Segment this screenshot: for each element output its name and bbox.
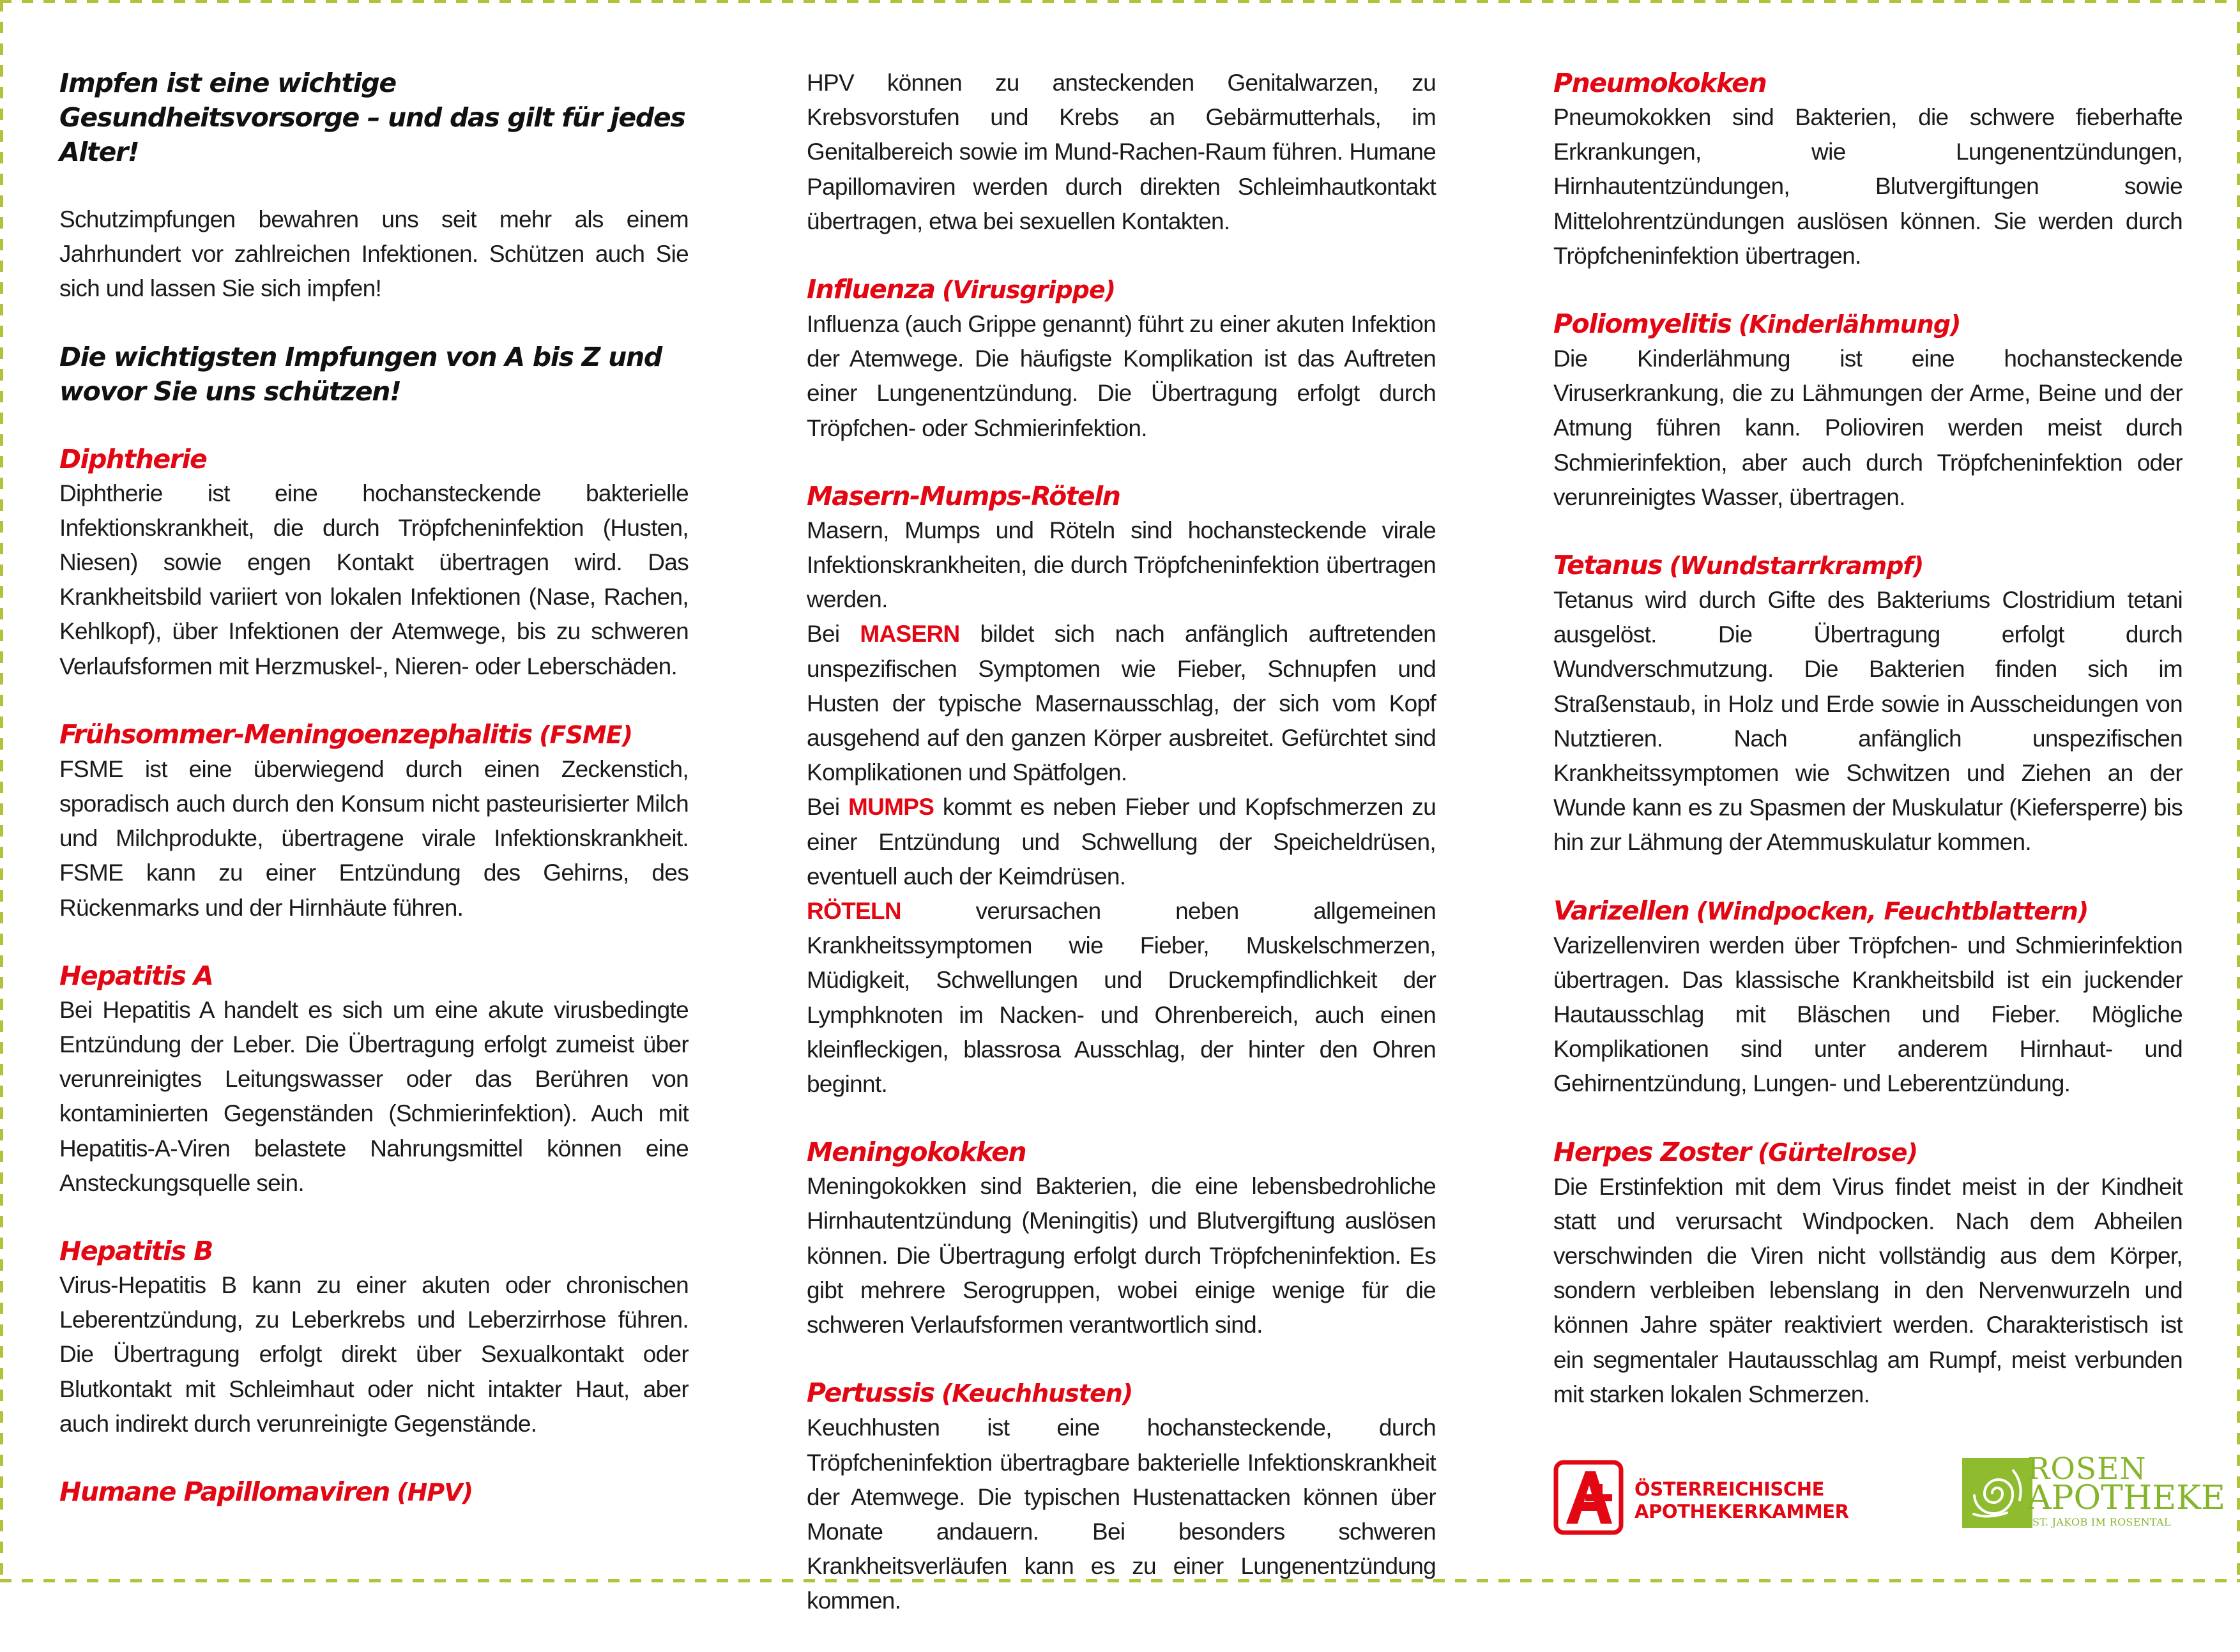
section-varizellen	[1553, 893, 2183, 1102]
section-title	[1553, 548, 2183, 583]
mumps-text: kommt es neben Fieber und Kopfschmerzen zu einer Entzündung und Schwellung der Speicheldrüsen, eventuell auch der Keimdrüsen.	[807, 794, 1436, 890]
section-name: Tetanus	[1553, 550, 1663, 581]
section-hpv	[59, 1474, 689, 1510]
masern-text: bildet sich nach anfänglich auftretenden unspezifischen Symptomen wie Fieber, Schnupfen und Husten der typische Masernausschlag, der sich vom Kopf ausgehend auf den ganzen Körper ausbreitet. Gefürchtet sind Komplikationen und Spätfolgen.	[807, 621, 1436, 786]
section-name: Pneumokokken	[1553, 68, 1767, 98]
section-name: Meningokokken	[807, 1137, 1026, 1168]
apothekerkammer-text	[1634, 1478, 1849, 1523]
section-text: Keuchhusten ist eine hochansteckende, durch Tröpfcheninfektion übertragbare bakterielle Infektionskrankheit der Atemwege. Die typischen Hustenattacken können über Monate andauern. Bei besonders schweren Krankheitsverläufen kann es zu einer Lungenentzündung kommen.	[807, 1414, 1436, 1614]
section-subtitle: (Virusgrippe)	[941, 276, 1116, 305]
section-name: Varizellen	[1553, 895, 1689, 926]
section-fsme	[59, 717, 689, 925]
section-name: Frühsommer-Meningoenzephalitis	[59, 718, 532, 750]
section-title	[1553, 893, 2183, 928]
section-text: Die Erstinfektion mit dem Virus findet meist in der Kindheit statt und verursacht Windpocken. Nach dem Abheilen verschwinden die Viren nicht vollständig aus dem Körper, sondern verbleiben lebenslang in den Nervenwurzeln und können Jahre später reaktiviert werden. Charakteristisch ist ein segmentaler Hautausschlag am Rumpf, meist verbunden mit starken lokalen Schmerzen.	[1553, 1173, 2183, 1407]
section-meningokokken	[807, 1135, 1436, 1342]
section-text: Diphtherie ist eine hochansteckende bakterielle Infektionskrankheit, die durch Tröpfcheninfektion (Husten, Niesen) sowie engen Kontakt übertragen wird. Das Krankheitsbild variiert von lokalen Infektionen (Nase, Rachen, Kehlkopf), über Infektionen der Atemwege, bis zu schweren Verlaufsformen mit Herzmuskel-, Nieren- oder Leberschäden.	[59, 480, 689, 679]
section-text: Bei Hepatitis A handelt es sich um eine akute virusbedingte Entzündung der Leber. Die Übertragung erfolgt zumeist über verunreinigtes Leitungswasser oder das Berühren von kontaminierten Gegenständen (Schmierinfektion). Auch mit Hepatitis-A-Viren belastete Nahrungsmittel können eine Ansteckungsquelle sein.	[59, 996, 689, 1196]
section-herpes-zoster	[1553, 1135, 2183, 1412]
apotheke-a-icon	[1553, 1460, 1624, 1535]
section-hpv-continued	[807, 66, 1436, 239]
section-subtitle: (Windpocken, Feuchtblattern)	[1696, 897, 2089, 925]
section-title	[1553, 1135, 2183, 1170]
intro-text: Schutzimpfungen bewahren uns seit mehr als einem Jahrhundert vor zahlreichen Infektionen. Schützen auch Sie sich und lassen Sie sich impfen!	[59, 206, 689, 302]
mumps-keyword: MUMPS	[848, 794, 934, 821]
section-subtitle: (HPV)	[397, 1478, 473, 1507]
section-name: Humane Papillomaviren	[59, 1476, 390, 1508]
section-influenza	[807, 272, 1436, 446]
section-hepatitis-b	[59, 1234, 689, 1441]
section-text: Meningokokken sind Bakterien, die eine lebensbedrohliche Hirnhautentzündung (Meningitis) und Blutvergiftung auslösen können. Die Übertragung erfolgt durch Tröpfcheninfektion. Es gibt mehrere Serogruppen, wobei einige wenige für die schweren Verlaufsformen verantwortlich sind.	[807, 1173, 1436, 1338]
section-text: HPV können zu ansteckenden Genitalwarzen, zu Krebsvorstufen und Krebs an Gebärmutterhals, im Genitalbereich sowie im Mund-Rachen-Raum führen. Humane Papillomaviren werden durch direkten Schleimhautkontakt übertragen, etwa bei sexuellen Kontakten.	[807, 70, 1436, 234]
section-subtitle: (FSME)	[539, 720, 632, 749]
section-title	[1553, 307, 2183, 342]
section-diphtherie	[59, 442, 689, 684]
roeteln-paragraph	[807, 894, 1436, 1102]
mumps-prefix: Bei	[807, 794, 840, 821]
roeteln-text: verursachen neben allgemeinen Krankheitssymptomen wie Fieber, Muskelschmerzen, Müdigkeit, Schwellungen und Druckempfindlichkeit der Lymphknoten im Nacken- und Ohrenbereich, auch einen kleinfleckigen, blassrosa Ausschlag, der hinter den Ohren beginnt.	[807, 898, 1436, 1098]
section-name: Pertussis	[807, 1377, 934, 1409]
section-poliomyelitis	[1553, 307, 2183, 515]
section-title	[59, 717, 689, 752]
vaccine-list-heading: Die wichtigsten Impfungen von A bis Z und wovor Sie uns schützen!	[59, 341, 662, 407]
section-text: Masern, Mumps und Röteln sind hochansteckende virale Infektionskrankheiten, die durch Tröpfcheninfektion übertragen werden.	[807, 517, 1436, 613]
section-name: Hepatitis A	[59, 960, 213, 991]
section-title	[807, 272, 1436, 307]
section-pneumokokken	[1553, 66, 2183, 273]
section-title	[807, 1135, 1436, 1169]
section-subtitle: (Gürtelrose)	[1758, 1138, 1917, 1167]
section-title	[59, 442, 689, 476]
rosen-apotheke-logo	[1962, 1451, 2225, 1531]
section-pertussis	[807, 1375, 1436, 1618]
apothekerkammer-line2: APOTHEKERKAMMER	[1634, 1501, 1849, 1522]
section-name: Hepatitis B	[59, 1236, 213, 1267]
section-title	[59, 959, 689, 993]
section-subtitle: (Kinderlähmung)	[1738, 310, 1961, 339]
section-name: Influenza	[807, 274, 935, 305]
section-subtitle: (Wundstarrkrampf)	[1669, 552, 1924, 580]
section-name: Herpes Zoster	[1553, 1136, 1751, 1167]
rosen-line1: ROSEN	[2027, 1451, 2147, 1487]
section-name: Masern-Mumps-Röteln	[807, 480, 1120, 512]
section-text: Tetanus wird durch Gifte des Bakteriums Clostridium tetani ausgelöst. Die Übertragung erfolgt durch Wundverschmutzung. Die Bakterien finden sich im Straßenstaub, in Holz und Erde sowie in Ausscheidungen von Nutztieren. Nach anfänglich unspezifischen Krankheitssymptomen wie Schwitzen und Ziehen an der Wunde kann es zu Spasmen der Muskulatur (Kiefersperre) bis hin zur Lähmung der Atemmuskulatur kommen.	[1553, 587, 2183, 856]
section-subtitle: (Keuchhusten)	[941, 1379, 1133, 1408]
dashed-border-top	[0, 0, 2240, 3]
section-name: Diphtherie	[59, 443, 207, 474]
masern-keyword: MASERN	[860, 621, 960, 648]
masern-prefix: Bei	[807, 621, 840, 648]
section-text: FSME ist eine überwiegend durch einen Zeckenstich, sporadisch auch durch den Konsum nicht pasteurisierter Milch und Milchprodukte, übertragene virale Infektionskrankheit. FSME kann zu einer Entzündung des Gehirns, des Rückenmarks und der Hirnhäute führen.	[59, 755, 689, 921]
dashed-border-left	[0, 0, 3, 1582]
rosen-line2: APOTHEKE	[2027, 1479, 2225, 1517]
apothekerkammer-line1: ÖSTERREICHISCHE	[1634, 1478, 1824, 1500]
section-masern-mumps-roeteln	[807, 479, 1436, 1102]
section-title	[807, 479, 1436, 513]
section-name: Poliomyelitis	[1553, 308, 1732, 340]
mumps-paragraph	[807, 790, 1436, 894]
column-left	[59, 66, 689, 1543]
section-title	[1553, 66, 2183, 100]
section-text: Virus-Hepatitis B kann zu einer akuten oder chronischen Leberentzündung, zu Leberkrebs und Leberzirrhose führen. Die Übertragung erfolgt direkt über Sexualkontakt oder Blutkontakt mit Schleimhaut oder nicht intakter Haut, aber auch indirekt durch verunreinigte Gegenstände.	[59, 1272, 689, 1437]
section-tetanus	[1553, 548, 2183, 860]
section-title	[59, 1474, 689, 1510]
intro-heading: Impfen ist eine wichtige Gesundheitsvorsorge – und das gilt für jedes Alter!	[59, 68, 685, 167]
section-title	[59, 1234, 689, 1268]
section-text: Varizellenviren werden über Tröpfchen- und Schmierinfektion übertragen. Das klassische Krankheitsbild ist ein juckender Hautausschlag mit Bläschen und Fieber. Mögliche Komplikationen sind unter anderem Hirnhaut- und Gehirnentzündung, Lungen- und Leberentzündung.	[1553, 932, 2183, 1097]
section-hepatitis-a	[59, 959, 689, 1201]
rose-icon	[1962, 1458, 2032, 1528]
rosen-subtitle: ST. JAKOB IM ROSENTAL	[2032, 1516, 2171, 1528]
column-middle	[807, 66, 1436, 1652]
section-text: Pneumokokken sind Bakterien, die schwere fieberhafte Erkrankungen, wie Lungenentzündungen, Hirnhautentzündungen, Blutvergiftungen sowie Mittelohrentzündungen auslösen können. Sie werden durch Tröpfcheninfektion übertragen.	[1553, 104, 2183, 269]
masern-paragraph	[807, 617, 1436, 790]
section-text: Die Kinderlähmung ist eine hochansteckende Viruserkrankung, die zu Lähmungen der Arme, Beine und der Atmung führen kann. Polioviren werden meist durch Schmierinfektion, aber auch durch Tröpfcheninfektion oder verunreinigtes Wasser, übertragen.	[1553, 345, 2183, 510]
section-title	[807, 1375, 1436, 1411]
apothekerkammer-logo	[1553, 1460, 1873, 1536]
section-text: Influenza (auch Grippe genannt) führt zu einer akuten Infektion der Atemwege. Die häufigste Komplikation ist das Auftreten einer Lungenentzündung. Die Übertragung erfolgt durch Tröpfchen- oder Schmierinfektion.	[807, 311, 1436, 441]
dashed-border-right	[2237, 0, 2240, 1582]
roeteln-keyword: RÖTELN	[807, 898, 901, 925]
column-right	[1553, 66, 2183, 1445]
